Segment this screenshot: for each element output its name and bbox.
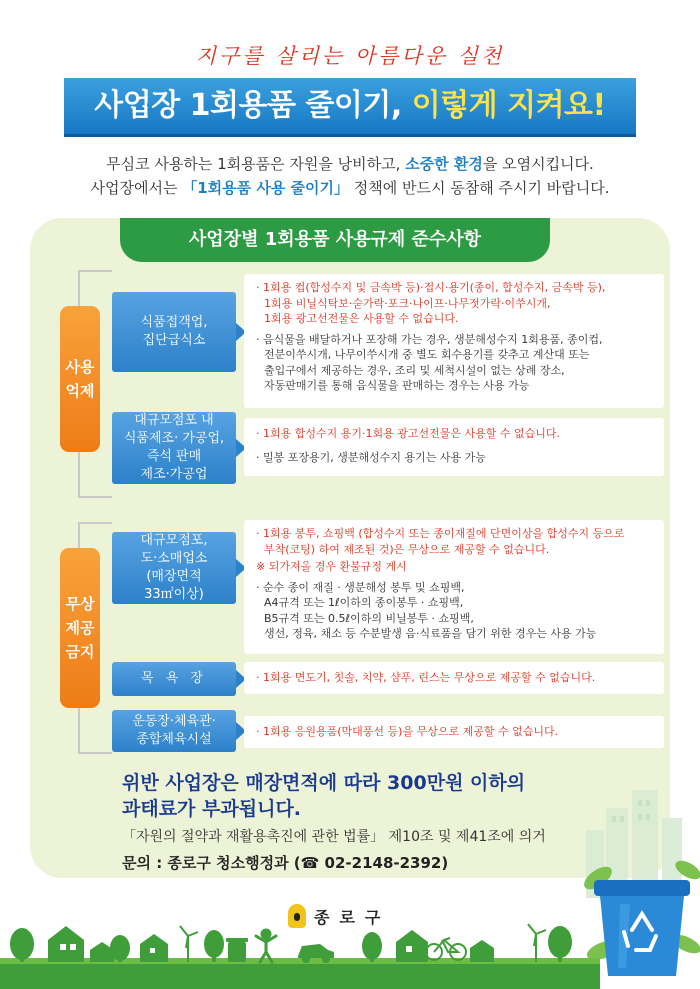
tree-icon	[10, 926, 572, 962]
title-part1: 사업장 1회용품 줄이기,	[94, 88, 412, 123]
category-restrict-label: 사용 억제	[65, 358, 95, 400]
intro-text	[0, 152, 700, 200]
section-bathhouse-rules	[244, 662, 664, 694]
wind-turbine-icon	[180, 924, 546, 962]
legal-basis: 「자원의 절약과 재활용촉진에 관한 법률」 제10조 및 제41조에 의거	[122, 829, 546, 845]
section-bathhouse-prohibited: · 1회용 면도기, 칫솔, 치약, 샴푸, 린스는 무상으로 제공할 수 없습니다.	[256, 671, 596, 684]
section-large-store-food-rules	[244, 418, 664, 476]
penalty-line1: 위반 사업장은 매장면적에 따라 300만원 이하의	[122, 772, 526, 794]
section-large-store-food-allowed: · 밀봉 포장용기, 생분해성수지 용기는 사용 가능	[256, 450, 486, 464]
trash-can-icon	[226, 938, 248, 962]
district-logo-icon	[288, 904, 306, 928]
section-sports-prohibited: · 1회용 응원용품(막대풍선 등)을 무상으로 제공할 수 없습니다.	[256, 725, 559, 738]
house-icon	[48, 926, 494, 962]
page-title	[64, 78, 636, 134]
bicycle-icon	[426, 938, 466, 960]
section-food-service-label: 식품접객업, 집단급식소	[112, 292, 236, 372]
car-icon	[298, 944, 334, 963]
intro-line2-highlight: 「1회용품 사용 줄이기」	[182, 179, 350, 197]
section-retail-allowed: · 순수 종이 재질 · 생분해성 봉투 및 쇼핑백, A4규격 또는 1ℓ이하의 종이봉투 · 쇼핑백, B5규격 또는 0.5ℓ이하의 비닐봉투 · 쇼핑백, 생선, 정육, 채소 등 수분발생 음·식료품을 담기 위한 경우는 사용 가능	[256, 580, 597, 640]
district-logo	[288, 903, 390, 929]
ground-strip	[0, 962, 600, 989]
section-retail-label: 대규모점포, 도·소매업소 (매장면적 33㎡이상)	[112, 532, 236, 604]
district-logo-text: 종로구	[314, 907, 391, 927]
section-food-service-prohibited: · 1회용 컵(합성수지 및 금속박 등)·접시·용기(종이, 합성수지, 금속박 등), 1회용 비닐식탁보·숟가락·포크·나이프·나무젓가락·이쑤시개, 1회용 광고선전물은 사용할 수 없습니다.	[256, 281, 606, 325]
slogan: 지구를 살리는 아름다운 실천	[195, 44, 505, 68]
penalty-line2: 과태료가 부과됩니다.	[122, 798, 302, 820]
category-prohibit-label: 무상 제공 금지	[65, 595, 95, 661]
panel-title: 사업장별 1회용품 사용규제 준수사항	[120, 218, 550, 262]
section-large-store-food-prohibited: · 1회용 합성수지 용기·1회용 광고선전물은 사용할 수 없습니다.	[256, 427, 560, 440]
title-part2: 이렇게 지켜요!	[411, 88, 606, 123]
intro-line1-c: 을 오염시킵니다.	[482, 155, 594, 173]
person-icon	[256, 930, 276, 962]
category-restrict	[60, 306, 100, 452]
intro-line1-highlight: 소중한 환경	[405, 155, 483, 173]
section-retail-prohibited: · 1회용 봉투, 쇼핑백 (합성수지 또는 종이재질에 단면이상을 합성수지 등으로 부착(코팅) 하여 제조된 것)은 무상으로 제공할 수 없습니다.	[256, 527, 625, 556]
section-retail-note: ※ 되가져올 경우 환불규정 게시	[256, 560, 407, 573]
recycle-bin-icon	[594, 880, 690, 976]
category-prohibit	[60, 548, 100, 708]
section-retail-rules	[244, 520, 664, 654]
section-sports-label: 운동장·체육관· 종합체육시설	[112, 710, 236, 752]
section-large-store-food-label: 대규모점포 내 식품제조· 가공업, 즉석 판매 제조·가공업	[112, 412, 236, 484]
section-bathhouse-label: 목 욕 장	[112, 662, 236, 696]
intro-line1-a: 무심코 사용하는 1회용품은 자원을 낭비하고,	[106, 155, 406, 173]
section-food-service-allowed: · 음식물을 배달하거나 포장해 가는 경우, 생분해성수지 1회용품, 종이컵, 전분이쑤시개, 나무이쑤시개 중 별도 회수용기를 갖추고 계산대 또는 출입구에서 제공하는 경우, 조리 및 세척시설이 없는 상례 장소, 자동판매기를 통해 음식물을 판매하는 경우는 사용 가능	[256, 332, 603, 392]
contact-info: 문의 : 종로구 청소행정과 (☎ 02-2148-2392)	[122, 854, 449, 872]
section-sports-rules	[244, 716, 664, 748]
intro-line2-c: 정책에 반드시 동참해 주시기 바랍니다.	[349, 179, 610, 197]
penalty-notice	[122, 770, 602, 822]
intro-line2-a: 사업장에서는	[90, 179, 183, 197]
section-food-service-rules	[244, 274, 664, 408]
